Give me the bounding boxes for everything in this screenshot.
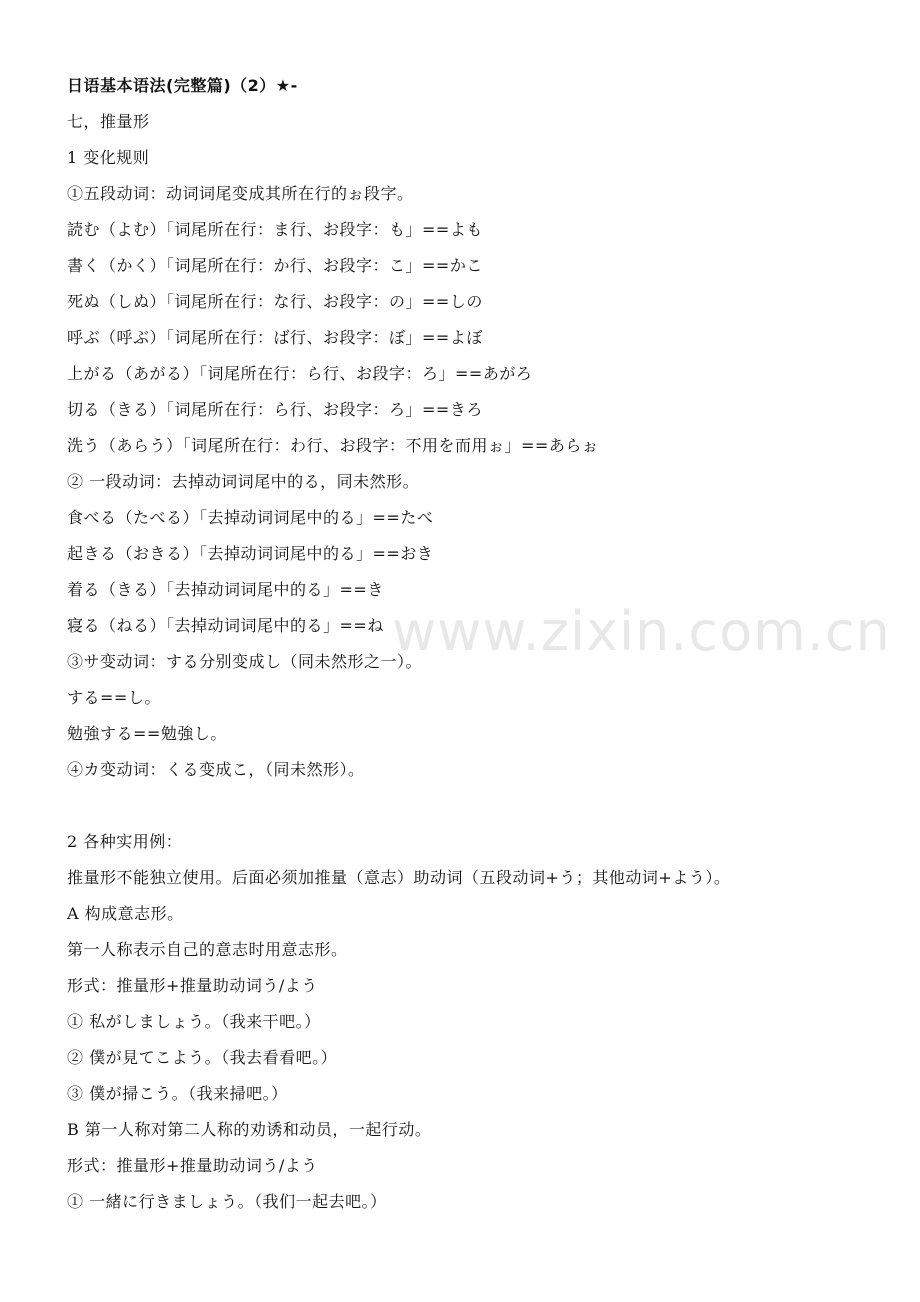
example-line: する==し。: [67, 688, 161, 707]
example-line: 起きる（おきる）「去掉动词词尾中的る」==おき: [67, 544, 434, 563]
form-line: 形式：推量形+推量助动词う/よう: [67, 976, 318, 995]
example-line: 読む（よむ）「词尾所在行：ま行、お段字：も」==よも: [67, 220, 483, 239]
watermark: www.zixin.com.cn: [392, 600, 891, 663]
example-line: ① 一緒に行きましょう。（我们一起去吧。）: [67, 1192, 387, 1211]
example-line: 呼ぶ（呼ぶ）「词尾所在行：ば行、お段字：ぼ」==よぼ: [67, 328, 483, 347]
paragraph-line: B 第一人称对第二人称的劝诱和动员，一起行动。: [67, 1120, 432, 1139]
example-line: 上がる（あがる）「词尾所在行：ら行、お段字：ろ」==あがろ: [67, 364, 533, 383]
document-title: 日语基本语法(完整篇)（2）★-: [67, 76, 298, 95]
rule-line: ③サ变动词：する分别变成し（同未然形之一）。: [67, 652, 423, 671]
example-line: 寝る（ねる）「去掉动词词尾中的る」==ね: [67, 616, 384, 635]
example-line: 勉強する==勉強し。: [67, 724, 227, 743]
paragraph-line: A 构成意志形。: [67, 904, 184, 923]
paragraph-line: 推量形不能独立使用。后面必须加推量（意志）助动词（五段动词+う；其他动词+よう）。: [67, 868, 731, 887]
example-line: 死ぬ（しぬ）「词尾所在行：な行、お段字：の」==しの: [67, 292, 483, 311]
rule-line: ①五段动词：动词词尾变成其所在行的ぉ段字。: [67, 184, 414, 203]
example-line: 食べる（たべる）「去掉动词词尾中的る」==たべ: [67, 508, 434, 527]
form-line: 形式：推量形+推量助动词う/よう: [67, 1156, 318, 1175]
example-line: 着る（きる）「去掉动词词尾中的る」==き: [67, 580, 384, 599]
example-line: ① 私がしましょう。（我来干吧。）: [67, 1012, 321, 1031]
example-line: 書く（かく）「词尾所在行：か行、お段字：こ」==かこ: [67, 256, 483, 275]
example-line: 切る（きる）「词尾所在行：ら行、お段字：ろ」==きろ: [67, 400, 483, 419]
example-line: 洗う（あらう）「词尾所在行：わ行、お段字：不用を而用ぉ」==あらぉ: [67, 436, 599, 455]
section-heading: 七，推量形: [67, 112, 150, 131]
paragraph-line: 第一人称表示自己的意志时用意志形。: [67, 940, 348, 959]
example-line: ② 僕が見てこよう。（我去看看吧。）: [67, 1048, 338, 1067]
example-line: ③ 僕が掃こう。（我来掃吧。）: [67, 1084, 288, 1103]
rule-line: ② 一段动词：去掉动词词尾中的る，同未然形。: [67, 472, 420, 491]
subsection-heading: 1 变化规则: [67, 148, 150, 167]
rule-line: ④カ变动词：くる变成こ，（同未然形）。: [67, 760, 365, 779]
subsection-heading: 2 各种实用例：: [67, 832, 183, 851]
